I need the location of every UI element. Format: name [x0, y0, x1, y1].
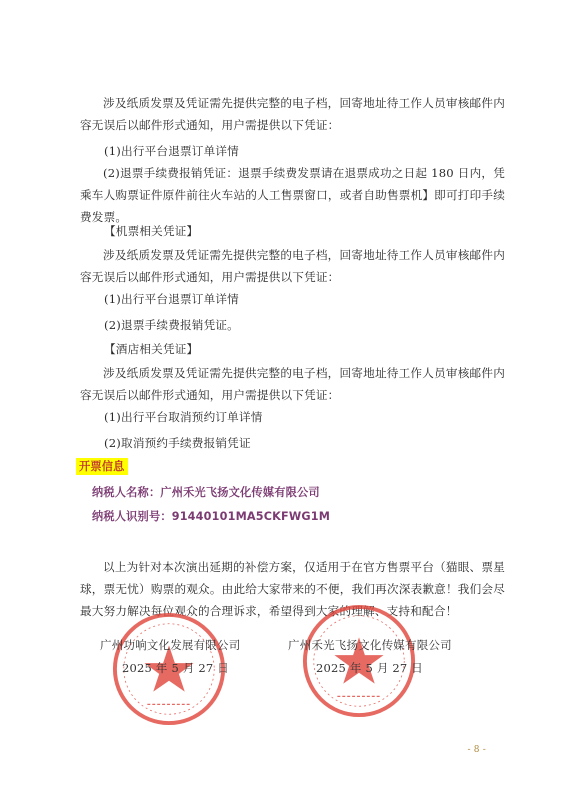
- list-item: (1)出行平台退票订单详情: [104, 292, 239, 306]
- list-item: (1)出行平台退票订单详情: [104, 144, 239, 158]
- right-signature-company: 广州禾光飞扬文化传媒有限公司: [288, 638, 452, 652]
- list-item: (2)退票手续费报销凭证：退票手续费发票请在退票成功之日起 180 日内，凭乘车人购票证件原件前往火车站的人工售票窗口，或者自助售票机】即可打印手续费发票。: [80, 166, 505, 224]
- list-item: (1)出行平台取消预约订单详情: [104, 410, 263, 424]
- flight-section-heading: 【机票相关凭证】: [104, 224, 199, 238]
- taxpayer-name: 纳税人名称：广州禾光飞扬文化传媒有限公司: [92, 486, 320, 499]
- paragraph-3: 涉及纸质发票及凭证需先提供完整的电子档，回寄地址待工作人员审核邮件内容无误后以邮件形式通知，用户需提供以下凭证：: [80, 366, 505, 402]
- paragraph-1: 涉及纸质发票及凭证需先提供完整的电子档，回寄地址待工作人员审核邮件内容无误后以邮件形式通知，用户需提供以下凭证：: [80, 96, 505, 132]
- paragraph-2: 涉及纸质发票及凭证需先提供完整的电子档，回寄地址待工作人员审核邮件内容无误后以邮件形式通知，用户需提供以下凭证：: [80, 248, 505, 284]
- page-number: - 8 -: [467, 745, 486, 755]
- left-signature-company: 广州功响文化发展有限公司: [100, 638, 241, 652]
- list-item: (2)退票手续费报销凭证。: [104, 318, 239, 332]
- right-signature-date: 2025 年 5 月 27 日: [316, 661, 423, 675]
- hotel-section-heading: 【酒店相关凭证】: [104, 342, 199, 356]
- left-signature-date: 2025 年 5 月 27 日: [122, 661, 229, 675]
- closing-paragraph: 以上为针对本次演出延期的补偿方案，仅适用于在官方售票平台（猫眼、票星球，票无忧）购票的观众。由此给大家带来的不便，我们再次深表歉意！我们会尽最大努力解决每位观众的合理诉求，希望得到大家的理解、支持和配合！: [80, 560, 505, 618]
- list-item: (2)取消预约手续费报销凭证: [104, 436, 251, 450]
- invoice-info-tag: 开票信息: [76, 458, 128, 475]
- taxpayer-id: 纳税人识别号：91440101MA5CKFWG1M: [92, 510, 331, 523]
